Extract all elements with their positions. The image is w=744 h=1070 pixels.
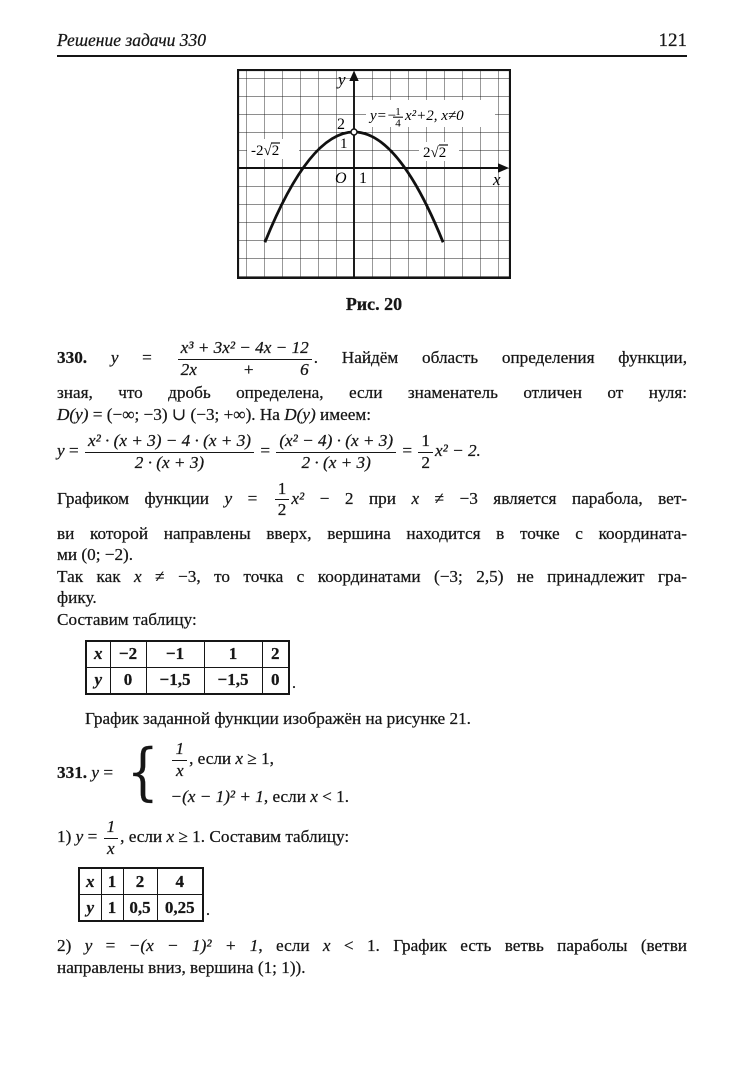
x-tick-1: 1 (359, 170, 367, 187)
page-number: 121 (658, 30, 687, 51)
solution-330-line-8: фику. (57, 588, 97, 608)
table-cell: 1 (204, 641, 262, 668)
table-row (86, 641, 289, 668)
table-cell: −1,5 (146, 667, 204, 694)
piecewise-cases (170, 737, 349, 808)
page-header (57, 30, 687, 52)
origin-label: O (335, 170, 347, 187)
y-tick-2: 2 (337, 116, 345, 133)
piecewise-case-2: −(x − 1)² + 1, если x < 1. (170, 787, 350, 807)
parabola-graph (237, 69, 511, 279)
header-rule (57, 55, 687, 57)
equation-fraction-denominator: 4 (395, 117, 401, 130)
solution-330-line-7: Так как x ≠ −3, то точка с координатами (−3; 2,5) не принадлежит гра- (57, 566, 687, 586)
table-cell: −2 (110, 641, 146, 668)
table-330-wrap (85, 640, 687, 695)
y-tick-1: 1 (340, 136, 348, 152)
problem-331-piecewise (57, 737, 687, 808)
table-row (86, 667, 289, 694)
solution-330-line-5: ви которой направлены вверх, вершина находится в точке с координата- (57, 523, 687, 543)
table-cell: 0,5 (123, 895, 157, 922)
table-cell: 0 (110, 667, 146, 694)
table-period: . (292, 674, 296, 692)
solution-330-display-formula: y = $\frac{\text{x² · (x + 3) − 4 · (x + 3)}}{2 \cdot (x + 3)}$ = $\frac{\text{(x² − 4) · (x + 3)}}{2 \cdot (x + 3)}$ = $\frac{1}{2}$ x² − 2. (57, 431, 481, 472)
solution-330-line-4: Графиком функции y = $\frac{1}{2}$ x² − 2 при x ≠ −3 является парабола, вет- (57, 478, 687, 520)
table-cell: 0 (262, 667, 289, 694)
value-table-330 (85, 640, 290, 695)
table-cell: −1,5 (204, 667, 262, 694)
solution-330-line-6: ми (0; −2). (57, 545, 134, 565)
excluded-vertex-point (351, 129, 357, 135)
table-period: . (206, 902, 210, 920)
reference-line: График заданной функции изображён на рисунке 21. (85, 708, 471, 728)
solution-331-step-2-line-1: 2) y = −(x − 1)² + 1, если x < 1. График есть ветвь параболы (ветви (57, 936, 688, 956)
table-cell: x (79, 868, 101, 895)
equation-label-pre: y=− (370, 108, 397, 124)
solution-331-step-1: 1) y = $\frac{1}{x}$ , если x ≥ 1. Составим таблицу: (57, 816, 350, 858)
table-cell: 4 (157, 868, 203, 895)
right-root-label: 2√2 (423, 145, 447, 161)
solution-331-step-2-line-2: направлены вниз, вершина (1; 1)). (57, 957, 306, 977)
table-cell: 2 (262, 641, 289, 668)
table-row (79, 868, 203, 895)
table-cell: 0,25 (157, 895, 203, 922)
x-axis-label: x (493, 170, 501, 189)
y-axis-label: y (338, 70, 346, 89)
solution-330-line-2: зная, что дробь определена, если знаменатель отличен от нуля: (57, 383, 687, 403)
figure-caption: Рис. 20 (345, 294, 403, 314)
equation-fraction-numerator: 1 (395, 106, 401, 118)
equation-label-post: x²+2, x≠0 (405, 108, 464, 124)
running-title: Решение задачи 330 (57, 30, 207, 50)
solution-330-line-9: Составим таблицу: (57, 610, 197, 630)
table-cell: y (79, 895, 101, 922)
piecewise-brace: { (126, 735, 159, 809)
value-table-331 (78, 867, 204, 922)
table-cell: x (86, 641, 110, 668)
left-root-label: -2√2 (251, 143, 280, 159)
table-cell: 1 (101, 895, 123, 922)
table-row (79, 895, 203, 922)
problem-331-head: 331. y = (57, 762, 114, 782)
table-331-wrap (78, 867, 687, 922)
table-cell: −1 (146, 641, 204, 668)
figure-20 (237, 69, 511, 315)
table-cell: 1 (101, 868, 123, 895)
piecewise-case-1: $\frac{1}{x}$ , если x ≥ 1, (170, 740, 349, 780)
solution-330-line-3: D(y) = (−∞; −3) ∪ (−3; +∞). На D(y) имеем: (57, 404, 371, 424)
solution-330-line-1: 330. y = $\frac{\text{x³ + 3x² − 4x − 12}}{2x + 6}$ . Найдём область определения функции, (57, 338, 687, 379)
table-cell: 2 (123, 868, 157, 895)
table-cell: y (86, 667, 110, 694)
